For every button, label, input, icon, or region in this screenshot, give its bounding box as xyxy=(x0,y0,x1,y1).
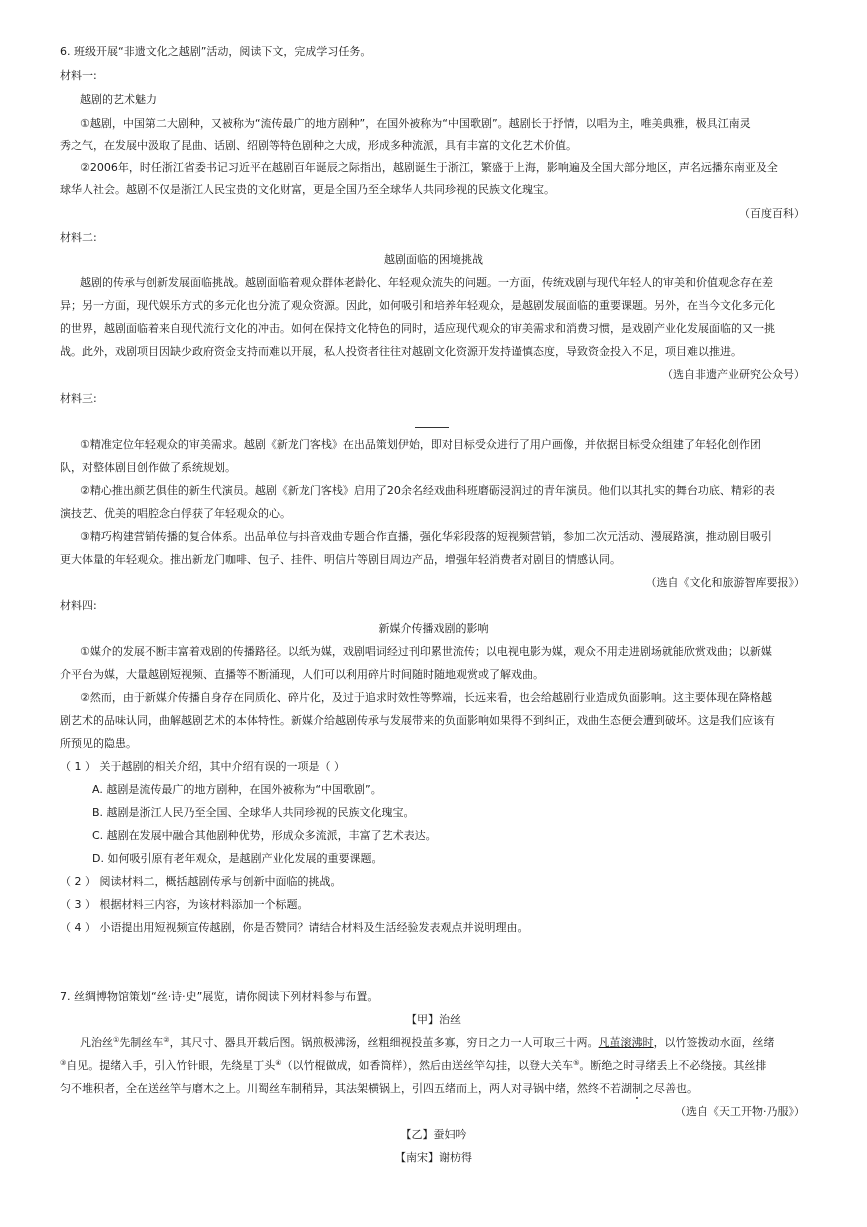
subquestion-3: （ 3 ） 根据材料三内容，为该材料添加一个标题。 xyxy=(60,898,309,911)
material-4-label: 材料四: xyxy=(60,599,97,612)
material-3-line: 演技艺、优美的唱腔念白俘获了年轻观众的心。 xyxy=(60,507,291,520)
material-4-line: ①媒介的发展不断丰富着戏剧的传播路径。以纸为媒，戏剧唱词经过刊印累世流传；以电视电影为媒，观众不用走进剧场就能欣赏戏曲；以新媒 xyxy=(80,645,772,658)
question-6-prompt: 6. 班级开展“非遗文化之越剧”活动，阅读下文，完成学习任务。 xyxy=(60,45,372,58)
subquestion-2: （ 2 ） 阅读材料二，概括越剧传承与创新中面临的挑战。 xyxy=(60,875,342,888)
material-1-para2-line2: 球华人社会。越剧不仅是浙江人民宝贵的文化财富，更是全国乃至全球华人共同珍视的民族文化瑰宝。 xyxy=(60,183,555,196)
jia-text: 。断绝之时寻绪丢上不必绕接。其丝排 xyxy=(579,1059,767,1072)
passage-jia-line3: 匀不堆积者，全在送丝竿与磨木之上。川蜀丝车制稍异，其法架横锅上，引四五绪而上，两人对寻锅中绪，然终不若湖制之尽善也。 xyxy=(60,1082,698,1095)
passage-jia-title: 【甲】治丝 xyxy=(406,1013,461,1026)
emphasis-dot xyxy=(636,1097,638,1099)
material-1-para2-line1: ②2006年，时任浙江省委书记习近平在越剧百年诞辰之际指出，越剧诞生于浙江，繁盛于上海，影响遍及全国大部分地区，声名远播东南亚及全 xyxy=(80,161,778,174)
material-3-line: 队，对整体剧目创作做了系统规划。 xyxy=(60,461,236,474)
note-1: ① xyxy=(113,1036,120,1044)
material-2-line: 战。此外，戏剧项目因缺少政府资金支持而难以开展，私人投资者往往对越剧文化资源开发持谨慎态度，导致资金投入不足，项目难以推进。 xyxy=(60,345,742,358)
option-b[interactable]: B. 越剧是浙江人民乃至全国、全球华人共同珍视的民族文化瑰宝。 xyxy=(92,806,415,819)
option-d[interactable]: D. 如何吸引原有老年观众，是越剧产业化发展的重要课题。 xyxy=(92,852,383,865)
material-2-source: （选自非遗产业研究公众号） xyxy=(662,368,805,381)
material-2-title: 越剧面临的困境挑战 xyxy=(384,253,483,266)
material-3-title-blank xyxy=(415,427,449,428)
jia-text: 凡治丝 xyxy=(80,1036,113,1049)
material-2-line: 的世界，越剧面临着来自现代流行文化的冲击。如何在保持文化特色的同时，适应现代观众的审美需求和消费习惯，是戏剧产业化发展面临的又一挑 xyxy=(60,322,775,335)
material-1-label: 材料一: xyxy=(60,69,97,82)
option-c[interactable]: C. 越剧在发展中融合其他剧种优势，形成众多流派，丰富了艺术表达。 xyxy=(92,829,437,842)
passage-yi-title: 【乙】蚕妇吟 xyxy=(400,1128,467,1141)
material-3-label: 材料三: xyxy=(60,392,97,405)
jia-text: ，以竹签拨动水面，丝绪 xyxy=(653,1036,775,1049)
subquestion-1: （ 1 ） 关于越剧的相关介绍，其中介绍有误的一项是（ ） xyxy=(60,760,345,773)
material-3-line: ①精准定位年轻观众的审美需求。越剧《新龙门客栈》在出品策划伊始，即对目标受众进行了用户画像，并依据目标受众组建了年轻化创作团 xyxy=(80,438,761,451)
jia-text: 先制丝车 xyxy=(119,1036,164,1049)
question-7-prompt: 7. 丝绸博物馆策划“丝·诗·史”展览，请你阅读下列材料参与布置。 xyxy=(60,990,379,1003)
subquestion-4: （ 4 ） 小语提出用短视频宣传越剧，你是否赞同？请结合材料及生活经验发表观点并说明理由。 xyxy=(60,921,529,934)
material-2-line: 越剧的传承与创新发展面临挑战。越剧面临着观众群体老龄化、年轻观众流失的问题。一方面，传统戏剧与现代年轻人的审美和价值观念存在差 xyxy=(80,276,773,289)
passage-jia-source: （选自《天工开物·乃服》） xyxy=(675,1105,805,1118)
passage-yi-author: 【南宋】谢枋得 xyxy=(395,1151,472,1164)
material-3-line: 更大体量的年轻观众。推出新龙门咖啡、包子、挂件、明信片等剧目周边产品，增强年轻消费者对剧目的情感认同。 xyxy=(60,553,621,566)
material-1-para1-line2: 秀之气，在发展中汲取了昆曲、话剧、绍剧等特色剧种之大成，形成多种流派，具有丰富的文化艺术价值。 xyxy=(60,139,577,152)
note-4: ④ xyxy=(275,1059,282,1067)
material-1-source: （百度百科） xyxy=(739,207,805,220)
underlined-phrase: 凡茧滚沸时 xyxy=(598,1036,654,1049)
material-4-line: 介平台为媒，大量越剧短视频、直播等不断涌现，人们可以利用碎片时间随时随地观赏或了解戏曲。 xyxy=(60,668,544,681)
option-a[interactable]: A. 越剧是流传最广的地方剧种，在国外被称为“中国歌剧”。 xyxy=(92,783,382,796)
material-4-line: 剧艺术的品味认同，曲解越剧艺术的本体特性。新媒介给越剧传承与发展带来的负面影响如果得不到纠正，戏曲生态便会遭到破坏。这是我们应该有 xyxy=(60,714,775,727)
material-1-title: 越剧的艺术魅力 xyxy=(80,93,157,106)
material-3-line: ②精心推出颜艺俱佳的新生代演员。越剧《新龙门客栈》启用了20余名经戏曲科班磨砺浸润过的青年演员。他们以其扎实的舞台功底、精彩的表 xyxy=(80,484,775,497)
material-1-para1-line1: ①越剧，中国第二大剧种，又被称为“流传最广的地方剧种”，在国外被称为“中国歌剧”。越剧长于抒情，以唱为主，唯美典雅，极具江南灵 xyxy=(80,117,751,130)
material-3-line: ③精巧构建营销传播的复合体系。出品单位与抖音戏曲专题合作直播，强化华彩段落的短视频营销，参加二次元活动、漫展路演，推动剧目吸引 xyxy=(80,530,772,543)
passage-jia-line2 xyxy=(60,1058,766,1074)
material-2-line: 异；另一方面，现代娱乐方式的多元化也分流了观众资源。因此，如何吸引和培养年轻观众，是越剧发展面临的重要课题。另外，在当今文化多元化 xyxy=(60,299,775,312)
note-5: ⑤ xyxy=(573,1059,580,1067)
material-4-line: 所预见的隐患。 xyxy=(60,737,137,750)
jia-text: ，其尺寸、器具开载后图。锅煎极沸汤，丝粗细视投茧多寡，穷日之力一人可取三十两。 xyxy=(169,1036,599,1049)
jia-text: （以竹棍做成，如香筒样），然后由送丝竿勾挂，以登大关车 xyxy=(281,1059,574,1072)
material-4-line: ②然而，由于新媒介传播自身存在同质化、碎片化，及过于追求时效性等弊端，长远来看，也会给越剧行业造成负面影响。这主要体现在降格越 xyxy=(80,691,772,704)
material-3-source: （选自《文化和旅游智库要报》） xyxy=(645,576,805,589)
material-4-title: 新媒介传播戏剧的影响 xyxy=(378,622,489,635)
jia-text: 自见。提绪入手，引入竹针眼，先绕星丁头 xyxy=(66,1059,276,1072)
note-3: ③ xyxy=(60,1059,67,1067)
note-2: ② xyxy=(163,1036,170,1044)
material-2-label: 材料二: xyxy=(60,231,97,244)
passage-jia-line1 xyxy=(80,1035,775,1051)
